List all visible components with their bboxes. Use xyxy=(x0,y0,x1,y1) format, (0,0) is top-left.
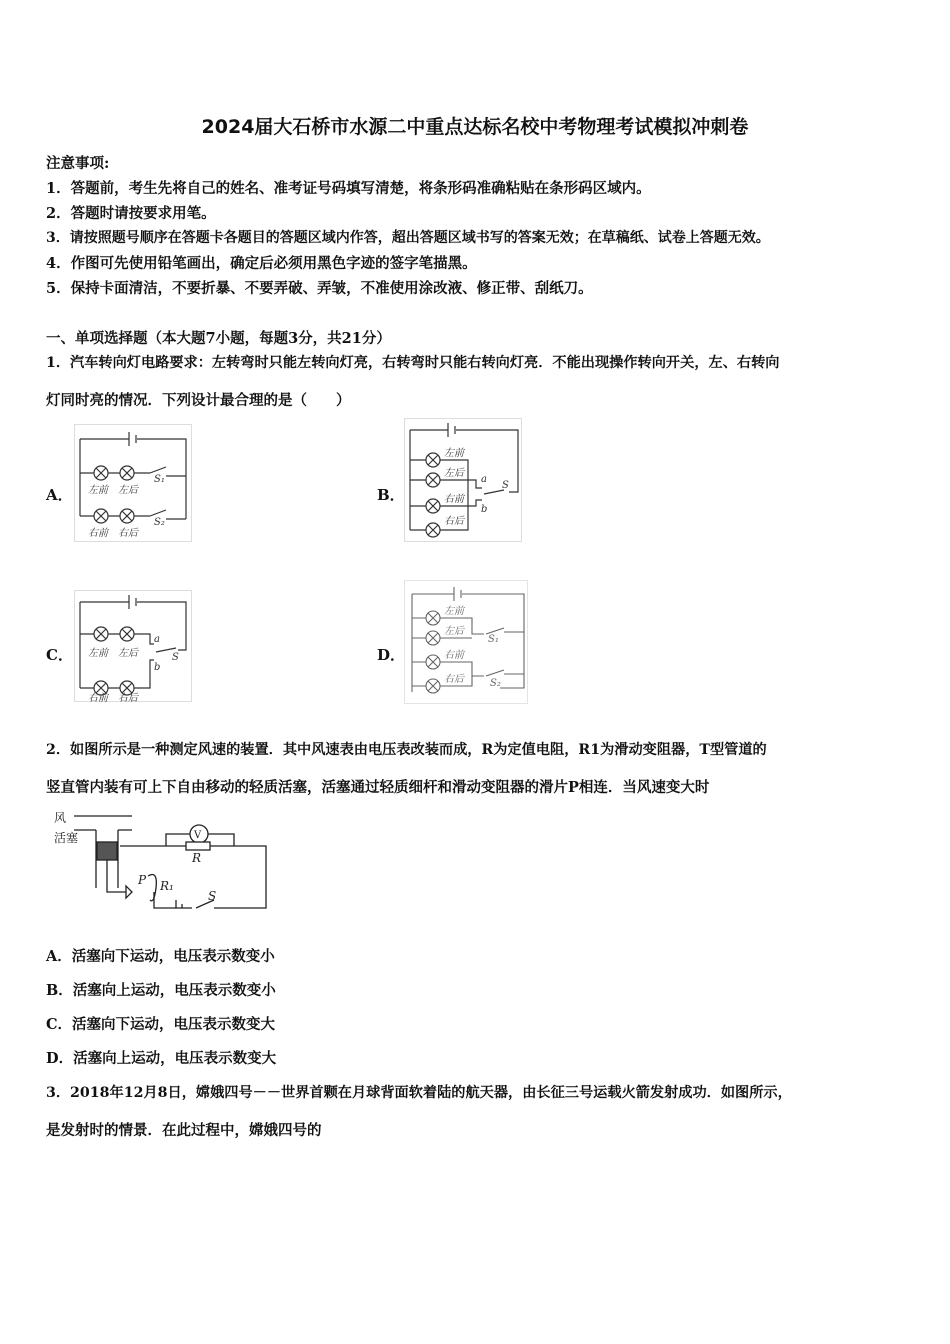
circuit-diagram-a xyxy=(74,424,192,542)
option-c-label[interactable]: C． xyxy=(46,646,73,664)
circuit-diagram-c xyxy=(74,590,192,702)
notice-item: 1．答题前，考生先将自己的姓名、准考证号码填写清楚，将条形码准确粘贴在条形码区域内。 xyxy=(46,180,651,197)
label-b: b xyxy=(154,662,161,673)
label-left-rear: 左后 xyxy=(118,485,138,496)
label-right-front: 右前 xyxy=(88,528,108,539)
label-r1: R₁ xyxy=(160,879,174,893)
label-a: a xyxy=(481,474,487,485)
option-c[interactable]: C．活塞向下运动，电压表示数变大 xyxy=(46,1016,276,1033)
question-3-text: 3．2018年12月8日，嫦娥四号－－世界首颗在月球背面软着陆的航天器，由长征三号运载火箭发射成功．如图所示， xyxy=(46,1085,792,1101)
label-s: S xyxy=(208,889,217,903)
option-b-label[interactable]: B． xyxy=(377,486,405,504)
label-right-rear: 右后 xyxy=(118,528,138,539)
notice-item: 3．请按照题号顺序在答题卡各题目的答题区域内作答，超出答题区域书写的答案无效；在草稿纸、试卷上答题无效。 xyxy=(46,230,770,246)
label-b: b xyxy=(481,504,488,515)
notice-item: 5．保持卡面清洁，不要折暴、不要弄破、弄皱，不准使用涂改液、修正带、刮纸刀。 xyxy=(46,280,593,297)
label-s1: S₁ xyxy=(488,634,499,645)
circuit-diagram-d xyxy=(404,580,528,704)
label-left-front: 左前 xyxy=(88,648,108,659)
option-b[interactable]: B．活塞向上运动，电压表示数变小 xyxy=(46,982,276,999)
label-s2: S₂ xyxy=(154,517,165,528)
section-heading: 一、单项选择题（本大题7小题，每题3分，共21分） xyxy=(46,330,391,347)
label-left-front: 左前 xyxy=(444,448,464,459)
circuit-diagram-b xyxy=(404,418,522,542)
label-left-rear: 左后 xyxy=(444,626,464,637)
notice-item: 4．作图可先使用铅笔画出，确定后必须用黑色字迹的签字笔描黑。 xyxy=(46,255,477,272)
label-s1: S₁ xyxy=(154,474,165,485)
option-d-label[interactable]: D． xyxy=(377,646,406,664)
wind-speed-device-diagram xyxy=(46,808,274,916)
option-a[interactable]: A．活塞向下运动，电压表示数变小 xyxy=(46,948,275,965)
label-left-rear: 左后 xyxy=(444,468,464,479)
question-2-text-cont: 竖直管内装有可上下自由移动的轻质活塞，活塞通过轻质细杆和滑动变阻器的滑片P相连．当风速变大时 xyxy=(46,779,710,796)
label-voltmeter: V xyxy=(194,830,202,841)
label-right-rear: 右后 xyxy=(444,674,464,685)
question-3-text-cont: 是发射时的情景．在此过程中，嫦娥四号的 xyxy=(46,1122,322,1139)
label-right-front: 右前 xyxy=(88,693,108,702)
question-1-text: 1．汽车转向灯电路要求：左转弯时只能左转向灯亮，右转弯时只能右转向灯亮．不能出现操作转向开关，左、右转向 xyxy=(46,355,780,371)
option-d[interactable]: D．活塞向上运动，电压表示数变大 xyxy=(46,1050,277,1067)
label-left-rear: 左后 xyxy=(118,648,138,659)
label-right-rear: 右后 xyxy=(444,516,464,527)
label-s2: S₂ xyxy=(490,678,501,689)
label-left-front: 左前 xyxy=(444,606,464,617)
question-1-text-cont: 灯同时亮的情况．下列设计最合理的是（ ） xyxy=(46,392,351,409)
notice-heading: 注意事项: xyxy=(46,155,110,172)
question-2-text: 2．如图所示是一种测定风速的装置．其中风速表由电压表改装而成，R为定值电阻，R1为滑动变阻器，T型管道的 xyxy=(46,742,767,758)
label-piston: 活塞 xyxy=(54,831,79,845)
label-right-front: 右前 xyxy=(444,494,464,505)
page-title: 2024届大石桥市水源二中重点达标名校中考物理考试模拟冲刺卷 xyxy=(201,116,749,138)
label-a: a xyxy=(154,634,160,645)
label-s: S xyxy=(172,652,179,663)
label-right-front: 右前 xyxy=(444,650,464,661)
notice-item: 2．答题时请按要求用笔。 xyxy=(46,205,216,222)
label-p: P xyxy=(138,873,147,887)
label-left-front: 左前 xyxy=(88,485,108,496)
label-right-rear: 右后 xyxy=(118,693,138,702)
label-r: R xyxy=(192,851,202,865)
option-a-label[interactable]: A． xyxy=(46,486,73,504)
label-wind: 风 xyxy=(54,811,67,825)
label-s: S xyxy=(502,480,509,491)
